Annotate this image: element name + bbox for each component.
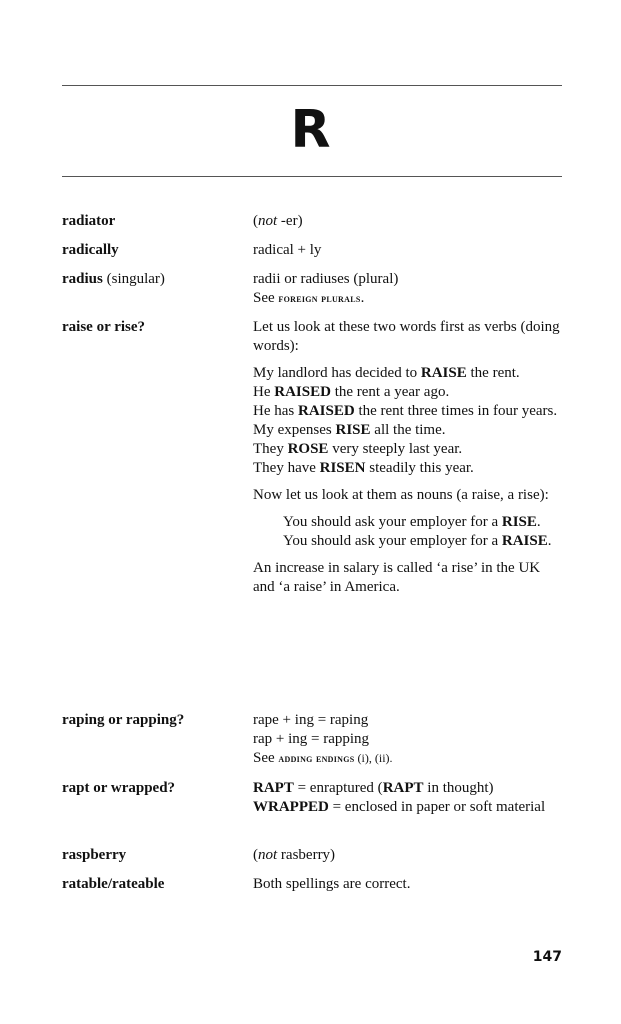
headword: rapt or wrapped?: [62, 780, 176, 796]
headword: radius (singular): [62, 271, 165, 287]
definition: radical + ly: [253, 242, 322, 258]
top-rule: [62, 85, 562, 86]
definition: rape + ing = raping rap + ing = rapping See adding endings (i), (ii).: [253, 711, 561, 768]
headword: radically: [62, 242, 119, 258]
bottom-rule: [62, 176, 562, 177]
headword: radiator: [62, 213, 116, 229]
verb-examples: My landlord has decided to RAISE the rent. He RAISED the rent a year ago. He has RAISED the rent three times in four years. My expenses RISE all the time. They ROSE very steeply last year. They have RISEN steadily this year.: [253, 365, 558, 476]
page-number: 147: [532, 949, 562, 965]
definition: radii or radiuses (plural) See foreign plurals.: [253, 270, 561, 308]
intro-text: Let us look at these two words first as verbs (doing words):: [253, 319, 560, 354]
definition: (not -er): [253, 213, 303, 229]
definition: [253, 318, 561, 605]
noun-examples: You should ask your employer for a RISE. You should ask your employer for a RAISE.: [283, 514, 552, 549]
definition: (not rasberry): [253, 847, 336, 863]
definition: Both spellings are correct.: [253, 876, 411, 892]
definition: RAPT = enraptured (RAPT in thought) WRAPPED = enclosed in paper or soft material: [253, 780, 546, 815]
section-letter: R: [290, 100, 331, 160]
headword: ratable/rateable: [62, 876, 165, 892]
cross-reference: See foreign plurals.: [253, 290, 365, 306]
closing-text: An increase in salary is called ‘a rise’ in the UK and ‘a raise’ in America.: [253, 560, 541, 595]
headword: raping or rapping?: [62, 712, 185, 728]
headword: raise or rise?: [62, 319, 146, 335]
headword: raspberry: [62, 847, 127, 863]
cross-reference: See adding endings (i), (ii).: [253, 750, 393, 766]
nouns-text: Now let us look at them as nouns (a raise, a rise):: [253, 487, 549, 503]
